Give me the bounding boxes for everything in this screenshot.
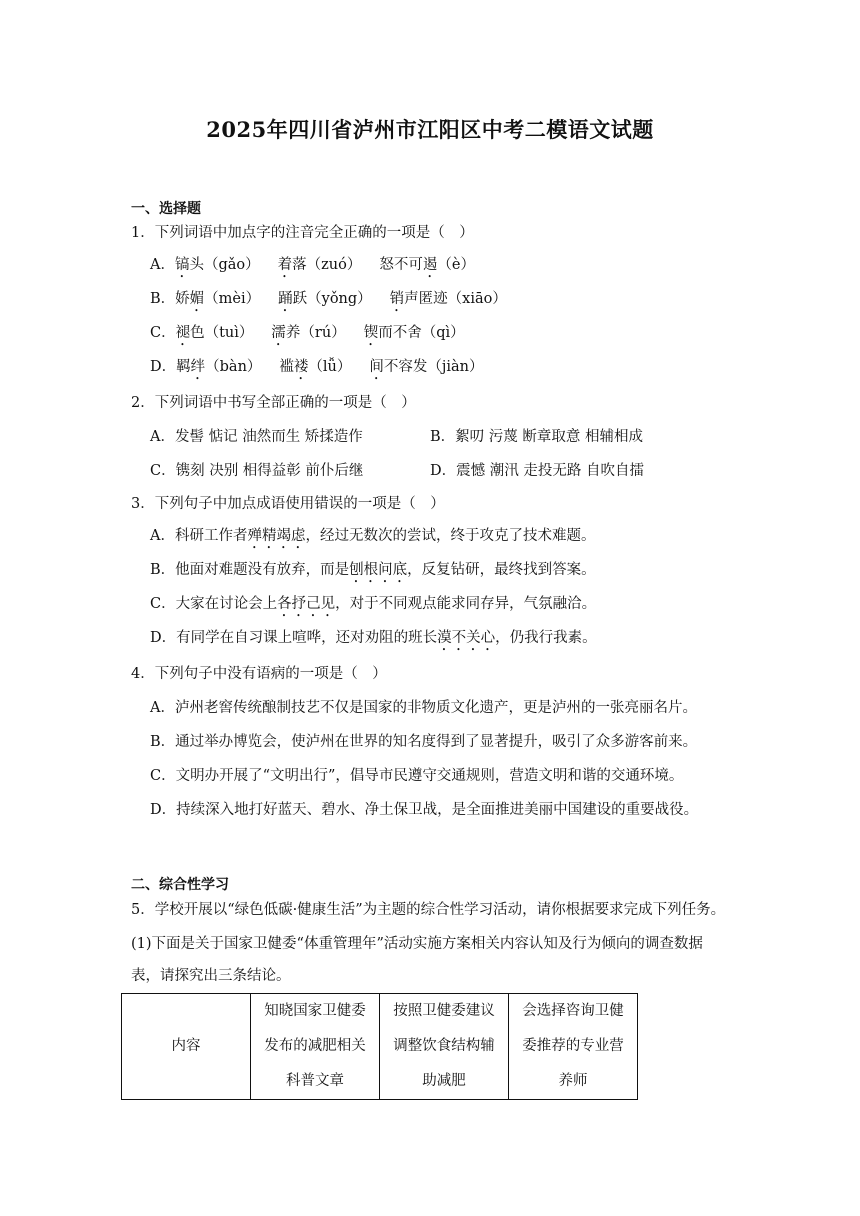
question-5-stem: 5．学校开展以“绿色低碳·健康生活”为主题的综合性学习活动，请你根据要求完成下列任务。 <box>131 902 726 918</box>
section-heading-integrated: 二、综合性学习 <box>131 877 229 893</box>
question-3-option-a: A．科研工作者殚精竭虑，经过无数次的尝试，终于攻克了技术难题。 <box>150 528 596 544</box>
table-col-3: 会选择咨询卫健 委推荐的专业营 养师 <box>509 994 638 1100</box>
question-5-sub1-line2: 表，请探究出三条结论。 <box>131 968 291 984</box>
table-col-1: 知晓国家卫健委 发布的减肥相关 科普文章 <box>251 994 380 1100</box>
question-2-option-b: B．絮叨 污蔑 断章取意 相辅相成 <box>430 429 643 445</box>
question-2-option-d: D．震憾 潮汛 走投无路 自吹自擂 <box>430 463 644 479</box>
page-title: 2025年四川省泸州市江阳区中考二模语文试题 <box>206 117 654 142</box>
question-2-option-c: C．镌刻 决别 相得益彰 前仆后继 <box>150 463 364 479</box>
question-4-option-b: B．通过举办博览会，使泸州在世界的知名度得到了显著提升，吸引了众多游客前来。 <box>150 734 698 750</box>
question-3-option-c: C．大家在讨论会上各抒己见，对于不同观点能求同存异，气氛融洽。 <box>150 596 597 612</box>
question-4-option-d: D．持续深入地打好蓝天、碧水、净土保卫战，是全面推进美丽中国建设的重要战役。 <box>150 802 699 818</box>
question-4-option-a: A．泸州老窖传统酿制技艺不仅是国家的非物质文化遗产，更是泸州的一张亮丽名片。 <box>150 700 697 716</box>
question-2-option-a: A．发髻 惦记 油然而生 矫揉造作 <box>150 429 363 445</box>
question-3-option-b: B．他面对难题没有放弃，而是刨根问底，反复钻研，最终找到答案。 <box>150 562 596 578</box>
question-4-option-c: C．文明办开展了“文明出行”，倡导市民遵守交通规则，营造文明和谐的交通环境。 <box>150 768 684 784</box>
question-1-option-a: A．镐头（gǎo） 着落（zuó） 怒不可遏（è） <box>150 257 475 273</box>
question-4-stem: 4．下列句子中没有语病的一项是（ ） <box>131 666 387 682</box>
question-1-stem: 1．下列词语中加点字的注音完全正确的一项是（ ） <box>131 225 474 241</box>
question-3-stem: 3．下列句子中加点成语使用错误的一项是（ ） <box>131 496 445 512</box>
question-5-sub1-line1: (1)下面是关于国家卫健委“体重管理年”活动实施方案相关内容认知及行为倾向的调查数据 <box>131 936 703 952</box>
question-3-option-d: D．有同学在自习课上喧哗，还对劝阻的班长漠不关心，仍我行我素。 <box>150 630 597 646</box>
question-1-option-b: B．娇媚（mèi） 踊跃（yǒng） 销声匿迹（xiāo） <box>150 291 507 307</box>
survey-table <box>121 993 638 1100</box>
section-heading-choice: 一、选择题 <box>131 201 201 217</box>
table-col-2: 按照卫健委建议 调整饮食结构辅 助减肥 <box>380 994 509 1100</box>
question-1-option-c: C．褪色（tuì） 濡养（rú） 锲而不舍（qì） <box>150 325 465 341</box>
table-row <box>122 994 638 1100</box>
question-1-option-d: D．羁绊（bàn） 褴褛（lǚ） 间不容发（jiàn） <box>150 359 484 375</box>
table-header-content: 内容 <box>122 994 251 1100</box>
question-2-stem: 2．下列词语中书写全部正确的一项是（ ） <box>131 395 416 411</box>
